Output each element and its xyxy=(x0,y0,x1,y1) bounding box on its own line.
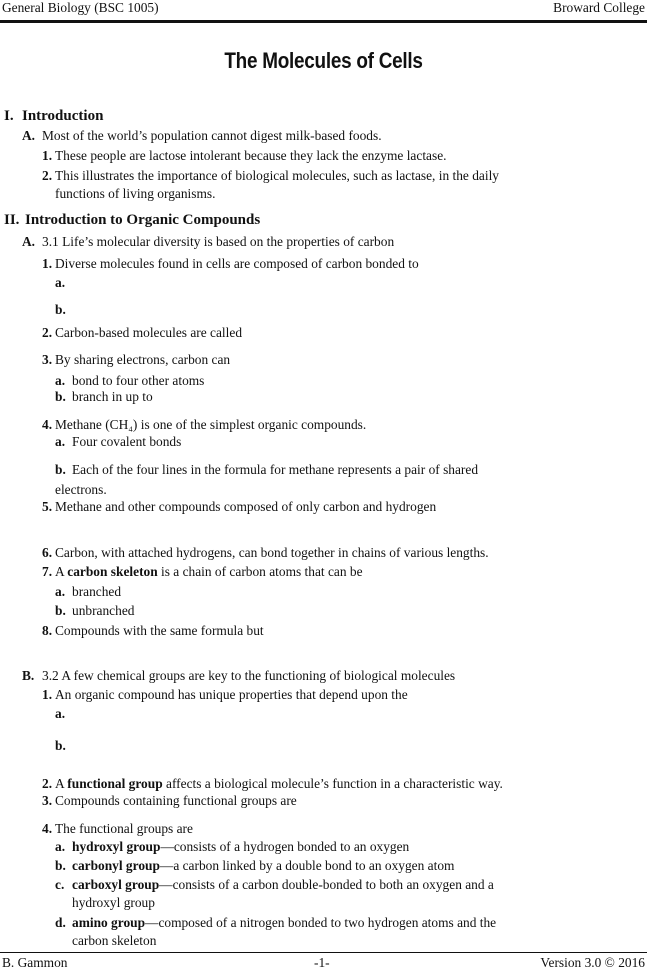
outline-line xyxy=(72,373,204,389)
footer-rule xyxy=(0,952,647,953)
outline-line xyxy=(72,895,155,911)
line-text: branch in up to xyxy=(72,389,153,404)
outline-label: 2. xyxy=(42,776,53,791)
line-text: affects a biological molecule’s function in a characteristic way. xyxy=(162,776,503,791)
outline-line xyxy=(55,482,107,498)
header-course: General Biology (BSC 1005) xyxy=(2,0,159,15)
line-text: An organic compound has unique properties that depend upon the xyxy=(55,687,408,702)
line-text: A xyxy=(55,564,68,579)
outline-label: a. xyxy=(55,434,66,449)
outline-label: b. xyxy=(55,462,66,477)
line-text: —composed of a nitrogen bonded to two hydrogen atoms and the xyxy=(145,915,497,930)
section-heading xyxy=(25,212,260,228)
line-text: Compounds with the same formula but xyxy=(55,623,264,638)
outline-line xyxy=(55,545,489,561)
outline-line xyxy=(42,128,382,144)
outline-label: d. xyxy=(55,915,66,930)
footer-page: -1- xyxy=(314,955,330,970)
outline-label: 7. xyxy=(42,564,53,579)
key-term: amino group xyxy=(72,915,146,930)
outline-label: 2. xyxy=(42,325,53,340)
line-text: Carbon, with attached hydrogens, can bond together in chains of various lengths. xyxy=(55,545,489,560)
outline-label: II. xyxy=(4,212,20,228)
outline-line xyxy=(55,687,408,703)
outline-line xyxy=(55,256,419,272)
outline-line xyxy=(55,325,242,341)
outline-label: a. xyxy=(55,275,66,290)
line-text: These people are lactose intolerant because they lack the enzyme lactase. xyxy=(55,148,447,163)
outline-label: c. xyxy=(55,877,65,892)
outline-label: A. xyxy=(22,128,36,143)
outline-line xyxy=(55,352,230,368)
line-text: Four covalent bonds xyxy=(72,434,182,449)
outline-line xyxy=(55,417,366,433)
outline-line xyxy=(72,877,494,893)
line-text: Each of the four lines in the formula for methane represents a pair of shared xyxy=(72,462,479,477)
outline-line xyxy=(72,839,409,855)
outline-label: 6. xyxy=(42,545,53,560)
line-text: Methane and other compounds composed of only carbon and hydrogen xyxy=(55,499,437,514)
outline-line xyxy=(72,933,156,949)
outline-label: 3. xyxy=(42,352,53,367)
line-text: functions of living organisms. xyxy=(55,186,216,201)
line-text: The functional groups are xyxy=(55,821,193,836)
line-text: 3.2 A few chemical groups are key to the functioning of biological molecules xyxy=(42,668,456,683)
line-text: —a carbon linked by a double bond to an oxygen atom xyxy=(159,858,455,873)
outline-line xyxy=(72,434,181,450)
key-term: hydroxyl group xyxy=(72,839,161,854)
line-text: A xyxy=(55,776,68,791)
line-text: Diverse molecules found in cells are composed of carbon bonded to xyxy=(55,256,419,271)
outline-label: a. xyxy=(55,839,66,854)
footer-author: B. Gammon xyxy=(2,955,68,970)
outline-line xyxy=(55,623,264,639)
outline-line xyxy=(72,584,121,600)
outline-label: a. xyxy=(55,373,66,388)
outline-label: 4. xyxy=(42,417,53,432)
outline-line xyxy=(55,793,297,809)
line-text: unbranched xyxy=(72,603,135,618)
line-text: hydroxyl group xyxy=(72,895,155,910)
header-rule xyxy=(0,20,647,23)
key-term: carboxyl group xyxy=(72,877,160,892)
line-text: Most of the world’s population cannot digest milk-based foods. xyxy=(42,128,382,143)
line-text: carbon skeleton xyxy=(72,933,157,948)
outline-line xyxy=(55,776,503,792)
outline-label: 3. xyxy=(42,793,53,808)
outline-line xyxy=(72,462,478,478)
outline-line xyxy=(72,389,153,405)
key-term: carbon skeleton xyxy=(67,564,158,579)
line-text: Carbon-based molecules are called xyxy=(55,325,243,340)
key-term: carbonyl group xyxy=(72,858,160,873)
page-title: The Molecules of Cells xyxy=(224,48,423,73)
line-text: 3.1 Life’s molecular diversity is based on the properties of carbon xyxy=(42,234,395,249)
outline-label: A. xyxy=(22,234,36,249)
outline-line xyxy=(55,186,215,202)
header-school: Broward College xyxy=(553,0,645,15)
line-text: is a chain of carbon atoms that can be xyxy=(157,564,363,579)
line-text: By sharing electrons, carbon can xyxy=(55,352,231,367)
outline-label: 1. xyxy=(42,687,53,702)
outline-line xyxy=(72,603,134,619)
line-text: electrons. xyxy=(55,482,107,497)
outline-label: b. xyxy=(55,389,66,404)
line-text: Introduction xyxy=(22,108,104,124)
outline-label: B. xyxy=(22,668,35,683)
line-text: branched xyxy=(72,584,122,599)
outline-line xyxy=(55,499,436,515)
footer-version: Version 3.0 © 2016 xyxy=(540,955,645,970)
line-text: This illustrates the importance of biological molecules, such as lactase, in the daily xyxy=(55,168,499,183)
outline-label: b. xyxy=(55,302,66,317)
line-text: —consists of a hydrogen bonded to an oxygen xyxy=(160,839,410,854)
line-text: bond to four other atoms xyxy=(72,373,205,388)
outline-label: a. xyxy=(55,584,66,599)
outline-label: 5. xyxy=(42,499,53,514)
outline-label: 1. xyxy=(42,256,53,271)
outline-label: b. xyxy=(55,603,66,618)
line-text: Methane (CH₄) is one of the simplest organic compounds. xyxy=(55,417,367,432)
key-term: functional group xyxy=(67,776,163,791)
outline-line xyxy=(72,858,454,874)
outline-label: b. xyxy=(55,858,66,873)
outline-label: 1. xyxy=(42,148,53,163)
outline-line xyxy=(42,234,394,250)
outline-line xyxy=(55,821,193,837)
line-text: Introduction to Organic Compounds xyxy=(25,212,261,228)
outline-line xyxy=(55,168,499,184)
outline-label: 8. xyxy=(42,623,53,638)
line-text: —consists of a carbon double-bonded to both an oxygen and a xyxy=(159,877,494,892)
outline-label: I. xyxy=(4,108,14,124)
section-heading xyxy=(22,108,103,124)
outline-label: b. xyxy=(55,738,66,753)
outline-line xyxy=(55,148,446,164)
outline-line xyxy=(72,915,496,931)
outline-label: a. xyxy=(55,706,66,721)
outline-label: 4. xyxy=(42,821,53,836)
outline-line xyxy=(42,668,455,684)
outline-label: 2. xyxy=(42,168,53,183)
outline-line xyxy=(55,564,363,580)
line-text: Compounds containing functional groups are xyxy=(55,793,297,808)
